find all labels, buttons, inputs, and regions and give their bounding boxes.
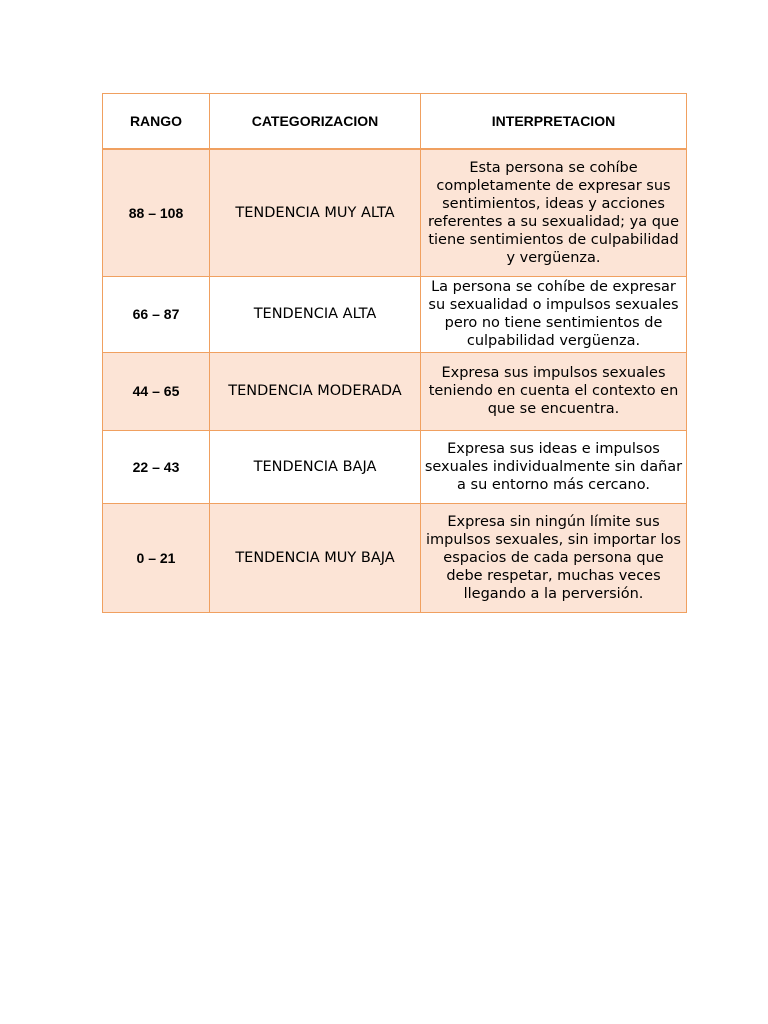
rango-cell: 22 – 43	[103, 430, 210, 503]
interpretacion-cell: Esta persona se cohíbe completamente de expresar sus sentimientos, ideas y acciones referentes a su sexualidad; ya que tiene sentimientos de culpabilidad y vergüenza.	[421, 149, 687, 276]
table-row	[103, 352, 687, 430]
categoria-cell: TENDENCIA MODERADA	[210, 352, 421, 430]
header-interpretacion: INTERPRETACION	[421, 94, 687, 150]
rango-cell: 88 – 108	[103, 149, 210, 276]
header-rango: RANGO	[103, 94, 210, 150]
interpretacion-cell: Expresa sus ideas e impulsos sexuales individualmente sin dañar a su entorno más cercano.	[421, 430, 687, 503]
header-categorizacion: CATEGORIZACION	[210, 94, 421, 150]
table-header-row	[103, 94, 687, 150]
table-row	[103, 503, 687, 612]
categoria-cell: TENDENCIA BAJA	[210, 430, 421, 503]
table-row	[103, 276, 687, 352]
scale-interpretation-table	[102, 93, 687, 613]
interpretacion-cell: La persona se cohíbe de expresar su sexualidad o impulsos sexuales pero no tiene sentimientos de culpabilidad vergüenza.	[421, 276, 687, 352]
rango-cell: 66 – 87	[103, 276, 210, 352]
rango-cell: 0 – 21	[103, 503, 210, 612]
interpretacion-cell: Expresa sin ningún límite sus impulsos sexuales, sin importar los espacios de cada persona que debe respetar, muchas veces llegando a la perversión.	[421, 503, 687, 612]
interpretacion-cell: Expresa sus impulsos sexuales teniendo en cuenta el contexto en que se encuentra.	[421, 352, 687, 430]
categoria-cell: TENDENCIA ALTA	[210, 276, 421, 352]
table-row	[103, 430, 687, 503]
rango-cell: 44 – 65	[103, 352, 210, 430]
table-row	[103, 149, 687, 276]
categoria-cell: TENDENCIA MUY ALTA	[210, 149, 421, 276]
categoria-cell: TENDENCIA MUY BAJA	[210, 503, 421, 612]
